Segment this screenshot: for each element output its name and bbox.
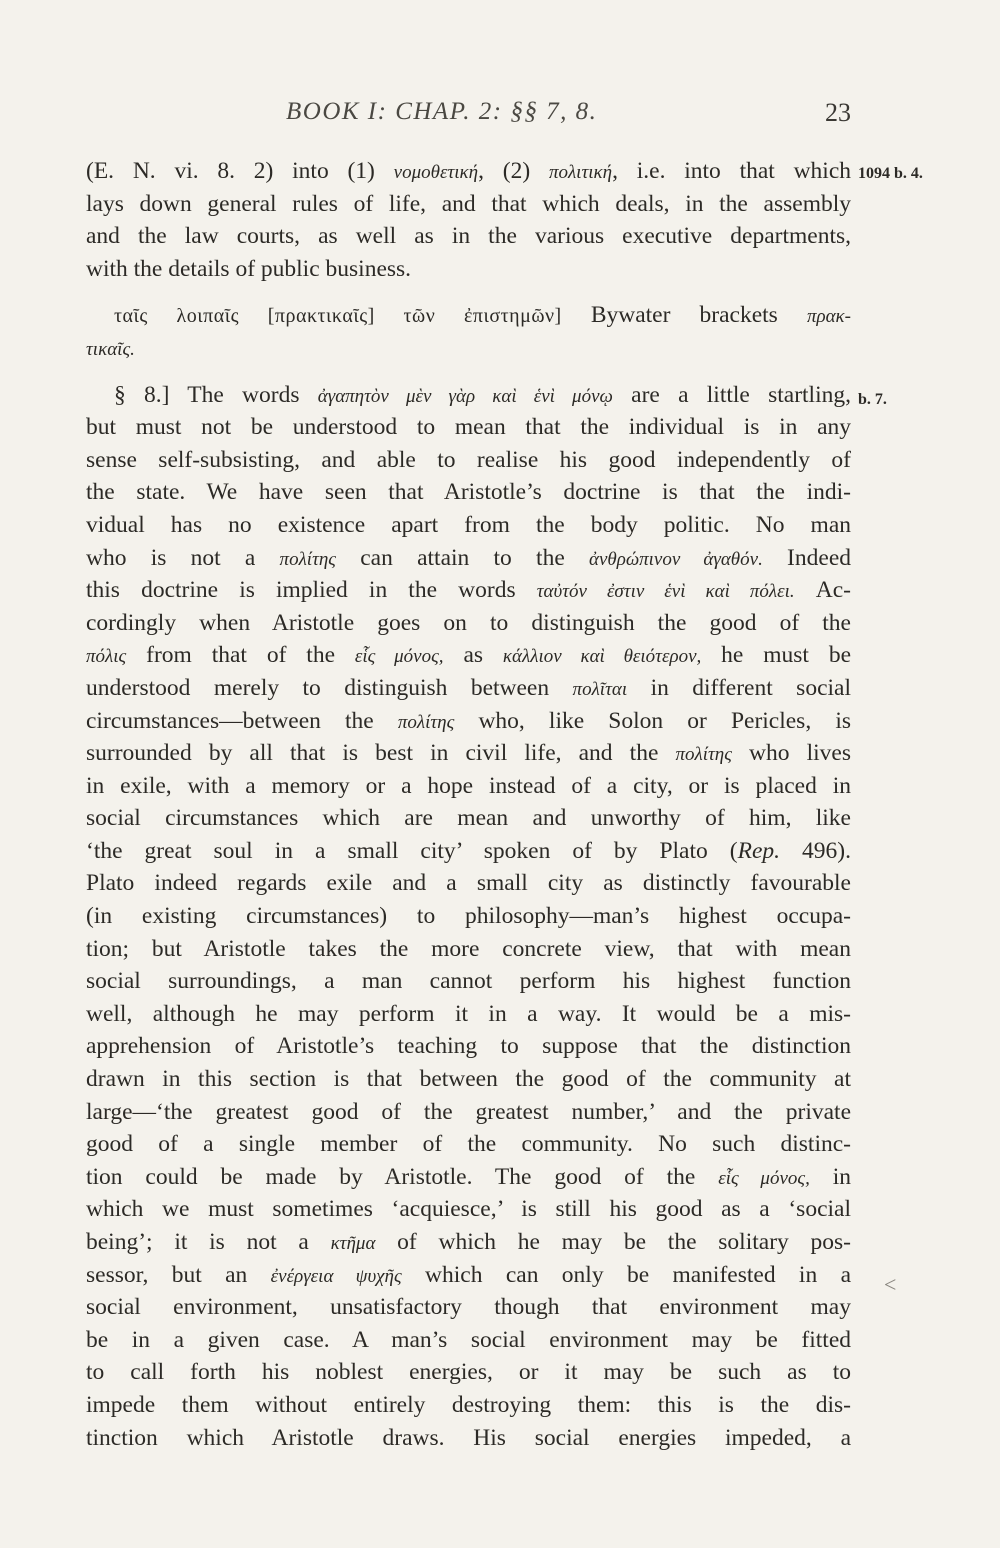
text-line: τικαῖς. [86,338,135,360]
text-line: and the law courts, as well as in the various executive departments, [86,223,851,250]
text-line: which we must sometimes ‘acquiesce,’ is still his good as a ‘social [86,1196,851,1223]
text-line: ταῖς λοιπαῖς [πρακτικαῖς] τῶν ἐπιστημῶν] Bywater brackets πρακ- [114,302,851,329]
text-line: sense self-subsisting, and able to realise his good independently of [86,446,851,473]
text-line: be in a given case. A man’s social environment may be fitted [86,1326,851,1353]
text-line: (E. N. vi. 8. 2) into (1) νομοθετική, (2) πολιτική, i.e. into that which [86,158,852,184]
text-line: understood merely to distinguish between πολῖται in different social [86,674,851,701]
text-line: to call forth his noblest energies, or it may be such as to [86,1359,851,1386]
page-number: 23 [825,98,851,127]
text-line: sessor, but an ἐνέργεια ψυχῆς which can only be manifested in a [86,1261,852,1288]
margin-reference-1094b4: 1094 b. 4. [858,165,923,182]
text-line: Plato indeed regards exile and a small city as distinctly favourable [86,870,851,897]
text-line: this doctrine is implied in the words ταὐτόν ἐστιν ἑνὶ καὶ πόλει. Ac- [86,577,851,604]
text-line: large—‘the greatest good of the greatest number,’ and the private [86,1098,851,1125]
pencil-mark: ˂ [884,1272,897,1297]
text-line: social circumstances which are mean and unworthy of him, like [86,805,851,832]
text-line: (in existing circumstances) to philosophy—man’s highest occupa- [86,903,851,930]
text-line: the state. We have seen that Aristotle’s doctrine is that the indi- [86,479,851,506]
margin-reference-b7: b. 7. [858,391,887,408]
text-line: tion could be made by Aristotle. The good of the εἷς μόνος, in [86,1163,852,1190]
text-line: ‘the great soul in a small city’ spoken of by Plato (Rep. 496). [86,837,852,864]
page-header [86,98,851,138]
text-line: tion; but Aristotle takes the more concrete view, that with mean [86,935,851,962]
text-line: social environment, unsatisfactory though that environment may [86,1294,851,1321]
text-line: well, although he may perform it in a way. It would be a mis- [86,1000,851,1027]
text-line: impede them without entirely destroying them: this is the dis- [86,1391,851,1418]
paragraph-3 [86,379,851,1455]
text-line: with the details of public business. [86,255,412,282]
text-line: surrounded by all that is best in civil life, and the πολίτης who lives [86,740,852,767]
text-line: being’; it is not a κτῆμα of which he may be the solitary pos- [86,1229,851,1255]
text-line: lays down general rules of life, and that which deals, in the assembly [86,190,851,217]
text-line: vidual has no existence apart from the body politic. No man [86,511,851,538]
text-line: social surroundings, a man cannot perform his highest function [86,968,851,995]
text-line: πόλις from that of the εἷς μόνος, as κάλλιον καὶ θειότερον, he must be [86,642,852,669]
paragraph-1 [86,155,851,285]
running-title: BOOK I: CHAP. 2: §§ 7, 8. [286,98,598,125]
text-line: but must not be understood to mean that the individual is in any [86,414,851,441]
text-line: who is not a πολίτης can attain to the ἀνθρώπινον ἀγαθόν. Indeed [86,544,851,571]
text-line: drawn in this section is that between the good of the community at [86,1066,851,1093]
text-line: § 8.] The words ἀγαπητὸν μὲν γὰρ καὶ ἑνὶ μόνῳ are a little startling, [114,381,851,408]
text-line: good of a single member of the community. No such distinc- [86,1131,851,1158]
text-line: apprehension of Aristotle’s teaching to suppose that the distinction [86,1033,851,1060]
text-line: cordingly when Aristotle goes on to distinguish the good of the [86,609,851,636]
text-line: tinction which Aristotle draws. His social energies impeded, a [86,1424,851,1451]
text-line: in exile, with a memory or a hope instead of a city, or is placed in [86,772,851,799]
paragraph-2 [86,299,851,364]
body-text [86,155,851,1454]
text-line: circumstances—between the πολίτης who, like Solon or Pericles, is [86,707,852,734]
